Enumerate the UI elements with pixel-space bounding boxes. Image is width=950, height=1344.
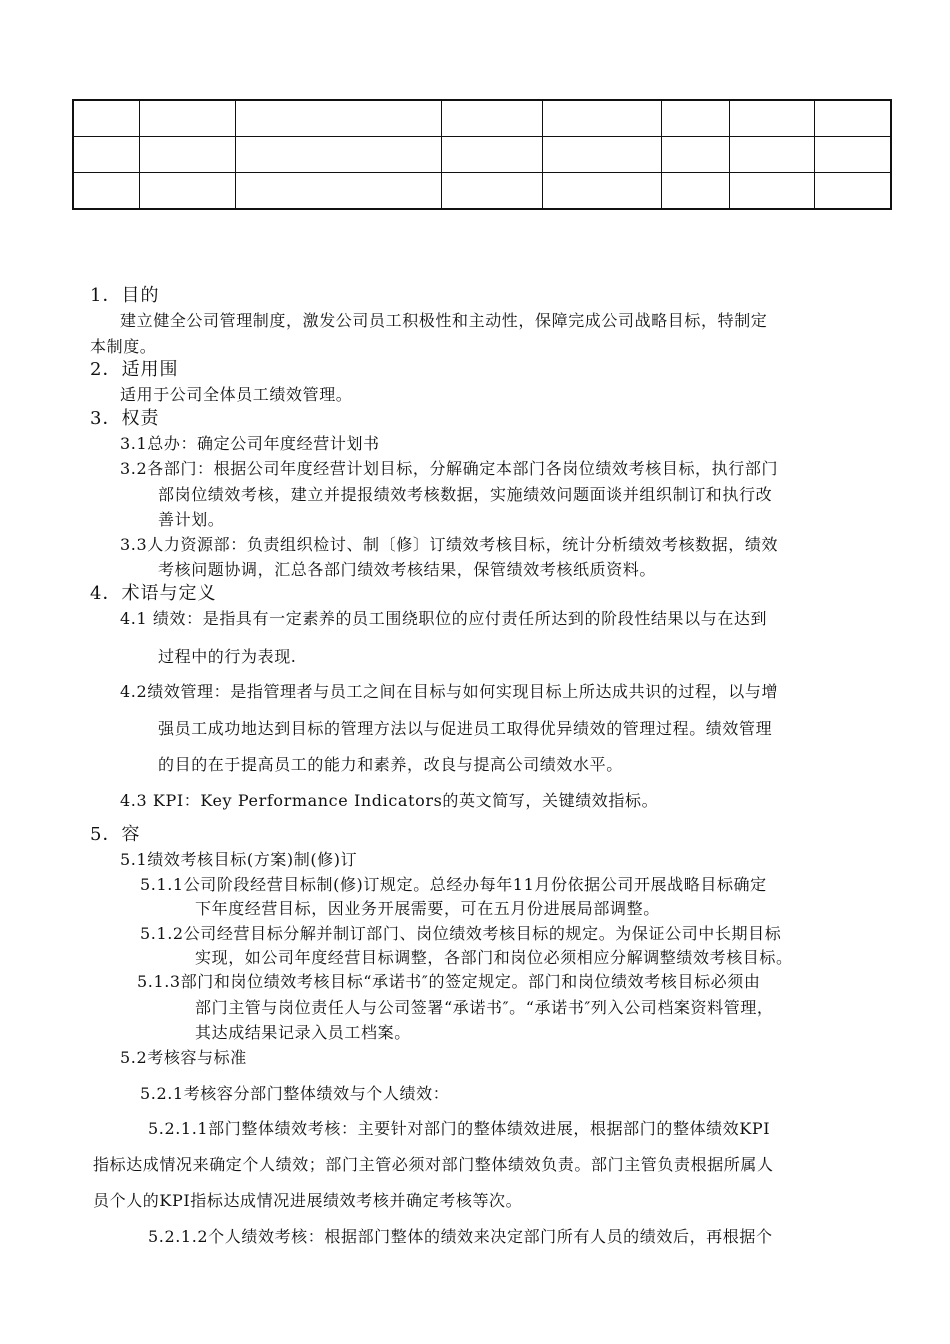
- body-line: 的目的在于提高员工的能力和素养，改良与提高公司绩效水平。: [158, 755, 623, 774]
- header-table: [72, 99, 892, 210]
- body-line: 指标达成情况来确定个人绩效；部门主管必须对部门整体绩效负责。部门主管负责根据所属人: [93, 1155, 774, 1174]
- body-line: 适用于公司全体员工绩效管理。: [120, 385, 353, 404]
- body-line: 5.1.2公司经营目标分解并制订部门、岗位绩效考核目标的规定。为保证公司中长期目标: [140, 924, 782, 943]
- body-line: 5.2考核容与标准: [120, 1048, 247, 1067]
- body-line: 4.2绩效管理：是指管理者与员工之间在目标与如何实现目标上所达成共识的过程，以与增: [120, 682, 779, 701]
- body-line: 5.1绩效考核目标(方案)制(修)订: [120, 850, 358, 869]
- body-line: 考核问题协调，汇总各部门绩效考核结果，保管绩效考核纸质资料。: [158, 560, 657, 579]
- body-line: 员个人的KPI指标达成情况进展绩效考核并确定考核等次。: [93, 1191, 523, 1210]
- body-line: 5.1.1公司阶段经营目标制(修)订规定。总经办每年11月份依据公司开展战略目标确定: [140, 875, 767, 894]
- body-line: 5.2.1.1部门整体绩效考核：主要针对部门的整体绩效进展，根据部门的整体绩效KPI: [148, 1119, 771, 1138]
- body-line: 善计划。: [158, 510, 225, 529]
- body-line: 3.1总办：确定公司年度经营计划书: [120, 434, 380, 453]
- body-line: 部岗位绩效考核，建立并提报绩效考核数据，实施绩效问题面谈并组织制订和执行改: [158, 485, 773, 504]
- body-line: 强员工成功地达到目标的管理方法以与促进员工取得优异绩效的管理过程。绩效管理: [158, 719, 773, 738]
- body-line: 过程中的行为表现.: [158, 647, 297, 666]
- section-heading-responsibilities: 3．权责: [90, 408, 160, 429]
- body-line: 5.2.1.2个人绩效考核：根据部门整体的绩效来决定部门所有人员的绩效后，再根据个: [148, 1227, 773, 1246]
- body-line: 5.1.3部门和岗位绩效考核目标“承诺书″的签定规定。部门和岗位绩效考核目标必须由: [137, 972, 761, 991]
- section-heading-purpose: 1．目的: [90, 285, 160, 306]
- body-line: 3.3人力资源部：负责组织检讨、制〔修〕订绩效考核目标，统计分析绩效考核数据，绩效: [120, 535, 779, 554]
- body-line: 建立健全公司管理制度，激发公司员工积极性和主动性，保障完成公司战略目标，特制定: [120, 311, 768, 330]
- table-row: [73, 100, 891, 137]
- table-row: [73, 137, 891, 173]
- section-heading-scope: 2．适用围: [90, 359, 179, 380]
- body-line: 5.2.1考核容分部门整体绩效与个人绩效：: [140, 1084, 450, 1103]
- body-line: 部门主管与岗位责任人与公司签署“承诺书″。“承诺书″列入公司档案资料管理，: [195, 998, 774, 1017]
- body-line: 下年度经营目标，因业务开展需要，可在五月份进展局部调整。: [195, 899, 660, 918]
- body-line: 实现，如公司年度经营目标调整，各部门和岗位必须相应分解调整绩效考核目标。: [195, 948, 793, 967]
- section-heading-terms: 4．术语与定义: [90, 583, 217, 604]
- body-line: 4.3 KPI：Key Performance Indicators的英文简写，关键绩效指标。: [120, 791, 659, 810]
- section-heading-content: 5．容: [90, 824, 141, 845]
- body-line: 其达成结果记录入员工档案。: [195, 1023, 411, 1042]
- body-line: 3.2各部门：根据公司年度经营计划目标，分解确定本部门各岗位绩效考核目标，执行部门: [120, 459, 779, 478]
- body-line: 本制度。: [90, 337, 157, 356]
- body-line: 4.1 绩效：是指具有一定素养的员工围绕职位的应付责任所达到的阶段性结果以与在达到: [120, 609, 768, 628]
- table-row: [73, 173, 891, 210]
